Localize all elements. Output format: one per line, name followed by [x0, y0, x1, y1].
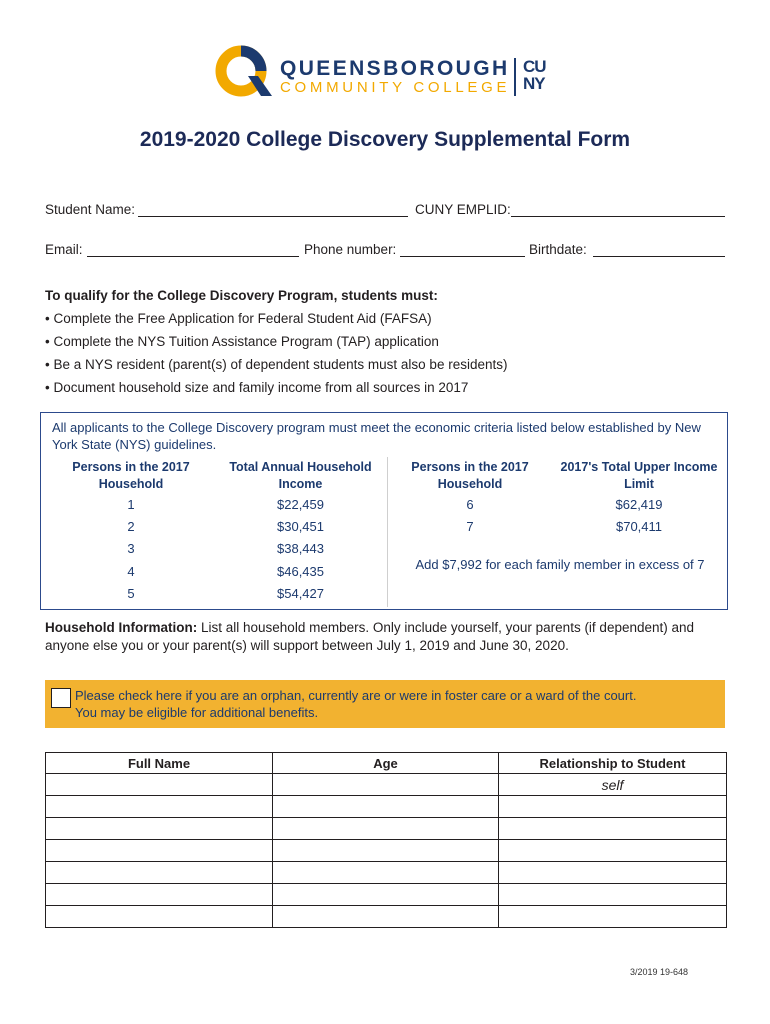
table-row — [46, 884, 727, 906]
relationship-cell[interactable]: self — [499, 774, 727, 796]
full-name-cell[interactable] — [46, 840, 273, 862]
queensborough-q-logo-icon — [214, 44, 274, 98]
household-info-label: Household Information: — [45, 620, 198, 635]
full-name-cell[interactable] — [46, 774, 273, 796]
orphan-text-line-2: You may be eligible for additional benefits. — [75, 705, 319, 720]
economic-criteria-box — [40, 412, 728, 610]
cuny-logo-top: CU — [523, 57, 546, 76]
right-income-cell: $62,419 — [615, 497, 663, 512]
full-name-cell[interactable] — [46, 906, 273, 928]
phone-field[interactable] — [400, 256, 525, 257]
email-label: Email: — [45, 242, 83, 257]
relationship-cell[interactable] — [499, 818, 727, 840]
cuny-emplid-field[interactable] — [511, 216, 725, 217]
full-name-cell[interactable] — [46, 796, 273, 818]
left-persons-header: Persons in the 2017 Household — [72, 460, 190, 491]
logo-line-2: COMMUNITY COLLEGE — [280, 79, 511, 96]
table-row — [46, 796, 727, 818]
left-income-cell: $46,435 — [277, 564, 324, 579]
table-row — [46, 840, 727, 862]
qualify-list — [45, 310, 507, 402]
excess-member-note: Add $7,992 for each family member in excess of 7 — [415, 557, 705, 572]
logo-separator — [514, 58, 516, 96]
field-row-1 — [45, 200, 725, 222]
logo-line-1: QUEENSBOROUGH — [280, 57, 510, 80]
right-income-cell: $70,411 — [615, 519, 663, 534]
relationship-cell[interactable] — [499, 862, 727, 884]
age-cell[interactable] — [273, 840, 499, 862]
full-name-cell[interactable] — [46, 884, 273, 906]
email-field[interactable] — [87, 256, 299, 257]
cuny-logo-bottom: NY — [523, 74, 545, 93]
age-cell[interactable] — [273, 862, 499, 884]
student-name-label: Student Name: — [45, 202, 136, 217]
college-logo — [214, 44, 564, 98]
left-income-cell: $30,451 — [277, 519, 324, 534]
orphan-banner — [45, 680, 725, 728]
table-row — [46, 862, 727, 884]
left-income-header: Total Annual Household Income — [229, 460, 372, 491]
relationship-header: Relationship to Student — [499, 753, 727, 774]
cuny-emplid-label: CUNY EMPLID: — [415, 202, 511, 217]
household-members-table — [45, 752, 727, 928]
student-name-field[interactable] — [138, 216, 408, 217]
left-persons-cell: 3 — [127, 541, 135, 556]
table-row — [46, 774, 727, 796]
left-income-cell: $54,427 — [277, 586, 324, 601]
household-info — [45, 619, 730, 655]
qualify-item: • Complete the Free Application for Federal Student Aid (FAFSA) — [45, 311, 432, 326]
phone-label: Phone number: — [304, 242, 397, 257]
full-name-cell[interactable] — [46, 818, 273, 840]
household-info-text: List all household members. Only include yourself, your parents (if dependent) and anyone else you or your parent(s) will support between July 1, 2019 and June 30, 2020. — [45, 620, 695, 653]
relationship-cell[interactable] — [499, 796, 727, 818]
criteria-intro: All applicants to the College Discovery program must meet the economic criteria listed below established by New York State (NYS) guidelines. — [52, 420, 701, 452]
form-code: 3/2019 19-648 — [630, 967, 689, 977]
qualify-item: • Be a NYS resident (parent(s) of dependent students must also be residents) — [45, 357, 508, 372]
left-income-cell: $38,443 — [277, 541, 324, 556]
criteria-divider — [387, 457, 388, 607]
table-row — [46, 818, 727, 840]
left-income-cell: $22,459 — [277, 497, 324, 512]
table-header-row — [46, 753, 727, 774]
right-income-header: 2017's Total Upper Income Limit — [560, 460, 718, 491]
age-cell[interactable] — [273, 818, 499, 840]
field-row-2 — [45, 240, 725, 262]
left-persons-cell: 4 — [127, 564, 135, 579]
orphan-text — [75, 687, 636, 721]
right-persons-header: Persons in the 2017 Household — [411, 460, 529, 491]
table-row — [46, 906, 727, 928]
age-cell[interactable] — [273, 906, 499, 928]
left-persons-cell: 2 — [127, 519, 135, 534]
orphan-text-line-1: Please check here if you are an orphan, currently are or were in foster care or a ward of the court. — [75, 688, 637, 703]
cuny-logo — [523, 58, 546, 92]
relationship-cell[interactable] — [499, 840, 727, 862]
qualify-item: • Document household size and family income from all sources in 2017 — [45, 380, 469, 395]
age-cell[interactable] — [273, 796, 499, 818]
right-persons-cell: 6 — [466, 497, 474, 512]
right-persons-cell: 7 — [466, 519, 474, 534]
form-title: 2019-2020 College Discovery Supplemental Form — [139, 128, 631, 151]
left-persons-cell: 5 — [127, 586, 135, 601]
age-cell[interactable] — [273, 774, 499, 796]
full-name-cell[interactable] — [46, 862, 273, 884]
full-name-header: Full Name — [46, 753, 273, 774]
qualify-heading: To qualify for the College Discovery Program, students must: — [45, 288, 438, 303]
left-persons-cell: 1 — [127, 497, 135, 512]
relationship-cell[interactable] — [499, 884, 727, 906]
age-header: Age — [273, 753, 499, 774]
qualify-item: • Complete the NYS Tuition Assistance Program (TAP) application — [45, 334, 439, 349]
birthdate-label: Birthdate: — [529, 242, 587, 257]
age-cell[interactable] — [273, 884, 499, 906]
orphan-checkbox[interactable] — [51, 688, 71, 708]
birthdate-field[interactable] — [593, 256, 725, 257]
relationship-cell[interactable] — [499, 906, 727, 928]
